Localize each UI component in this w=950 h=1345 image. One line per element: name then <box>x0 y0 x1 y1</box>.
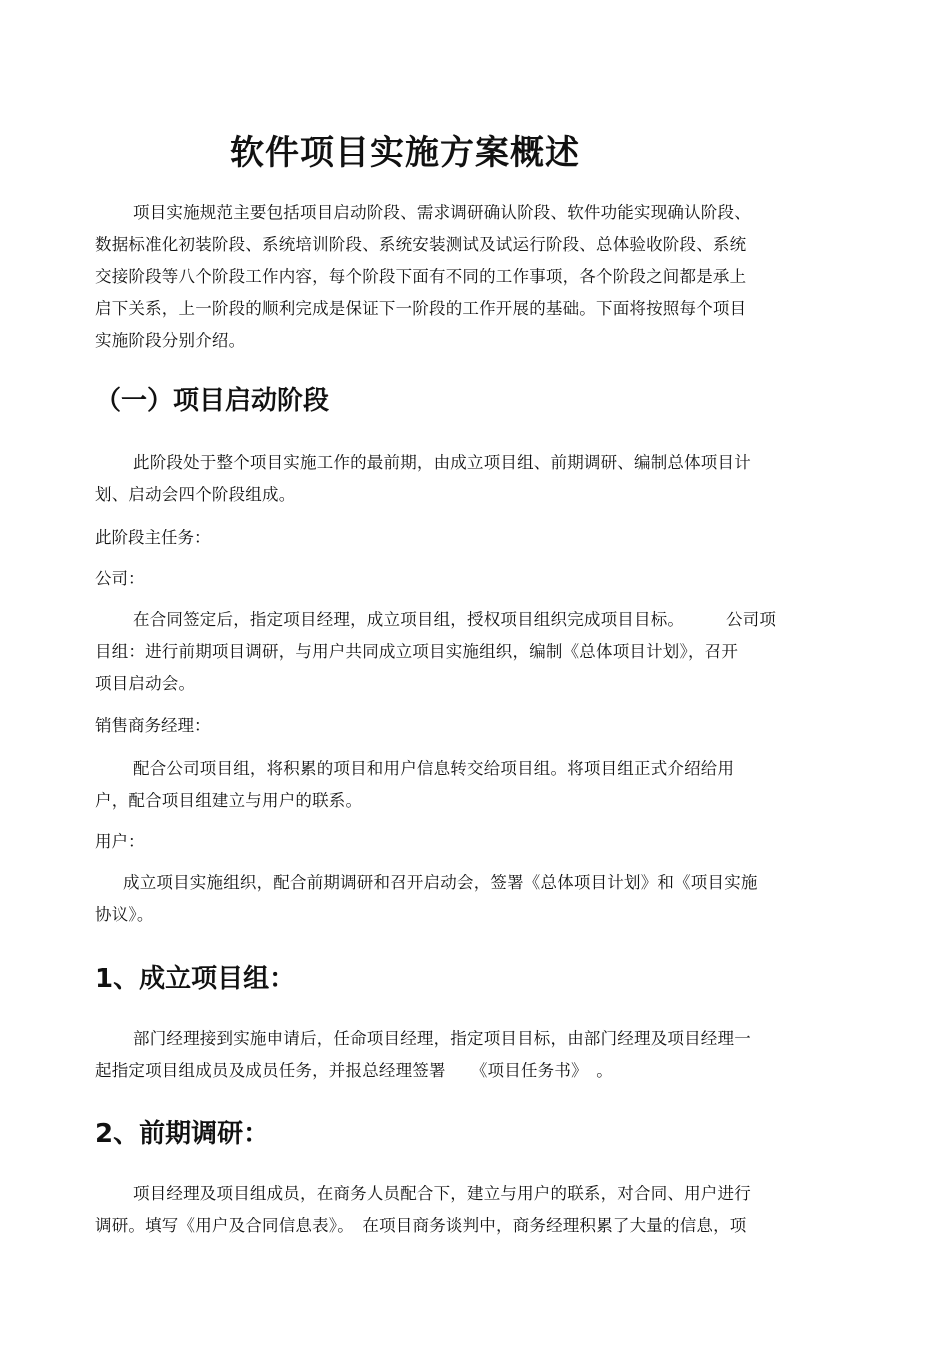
sales-line: 户，配合项目组建立与用户的联系。 <box>95 791 363 810</box>
company-label: 公司： <box>95 569 145 588</box>
step-number: 1 <box>95 964 114 994</box>
step2-paragraph <box>95 1178 835 1242</box>
step-title: 、前期调研： <box>113 1119 270 1149</box>
intro-line: 交接阶段等八个阶段工作内容，每个阶段下面有不同的工作事项，各个阶段之间都是承上 <box>95 267 747 286</box>
intro-line: 实施阶段分别介绍。 <box>95 331 246 350</box>
step2-line: 项目经理及项目组成员，在商务人员配合下，建立与用户的联系，对合同、用户进行 <box>133 1184 751 1203</box>
sales-manager-label: 销售商务经理： <box>95 716 211 735</box>
user-paragraph <box>95 867 805 931</box>
company-paragraph <box>95 604 835 700</box>
section-description-line: 此阶段处于整个项目实施工作的最前期，由成立项目组、前期调研、编制总体项目计 <box>133 453 751 472</box>
intro-line: 数据标准化初装阶段、系统培训阶段、系统安装测试及试运行阶段、总体验收阶段、系统 <box>95 235 747 254</box>
sales-paragraph <box>95 753 805 817</box>
section-description <box>95 447 805 511</box>
document-title: 软件项目实施方案概述 <box>230 133 580 173</box>
intro-line: 启下关系，上一阶段的顺利完成是保证下一阶段的工作开展的基础。下面将按照每个项目 <box>95 299 747 318</box>
step-title: 、成立项目组： <box>113 964 296 994</box>
intro-line: 项目实施规范主要包括项目启动阶段、需求调研确认阶段、软件功能实现确认阶段、 <box>133 203 751 222</box>
user-line: 成立项目实施组织，配合前期调研和召开启动会，签署《总体项目计划》和《项目实施 <box>123 873 758 892</box>
company-line: 在合同签定后，指定项目经理，成立项目组，授权项目组织完成项目目标。 公司项 <box>133 610 777 629</box>
step-number: 2 <box>95 1119 114 1149</box>
step-heading-form-team <box>95 962 295 996</box>
company-line: 项目启动会。 <box>95 674 196 693</box>
tasks-label: 此阶段主任务： <box>95 528 211 547</box>
intro-paragraph <box>95 197 805 357</box>
sales-line: 配合公司项目组，将积累的项目和用户信息转交给项目组。将项目组正式介绍给用 <box>133 759 735 778</box>
step2-line: 调研。填写《用户及合同信息表》。 在项目商务谈判中，商务经理积累了大量的信息，项 <box>95 1216 747 1235</box>
section-heading-startup: （一）项目启动阶段 <box>95 386 330 416</box>
step-heading-preliminary-research <box>95 1117 269 1151</box>
user-label: 用户： <box>95 832 145 851</box>
step1-paragraph <box>95 1023 805 1087</box>
section-description-line: 划、启动会四个阶段组成。 <box>95 485 296 504</box>
company-line: 目组：进行前期项目调研，与用户共同成立项目实施组织，编制《总体项目计划》，召开 <box>95 642 739 661</box>
step1-line: 起指定项目组成员及成员任务，并报总经理签署 《项目任务书》 。 <box>95 1061 613 1080</box>
step1-line: 部门经理接到实施申请后，任命项目经理，指定项目目标，由部门经理及项目经理一 <box>133 1029 751 1048</box>
user-line: 协议》。 <box>95 905 154 924</box>
